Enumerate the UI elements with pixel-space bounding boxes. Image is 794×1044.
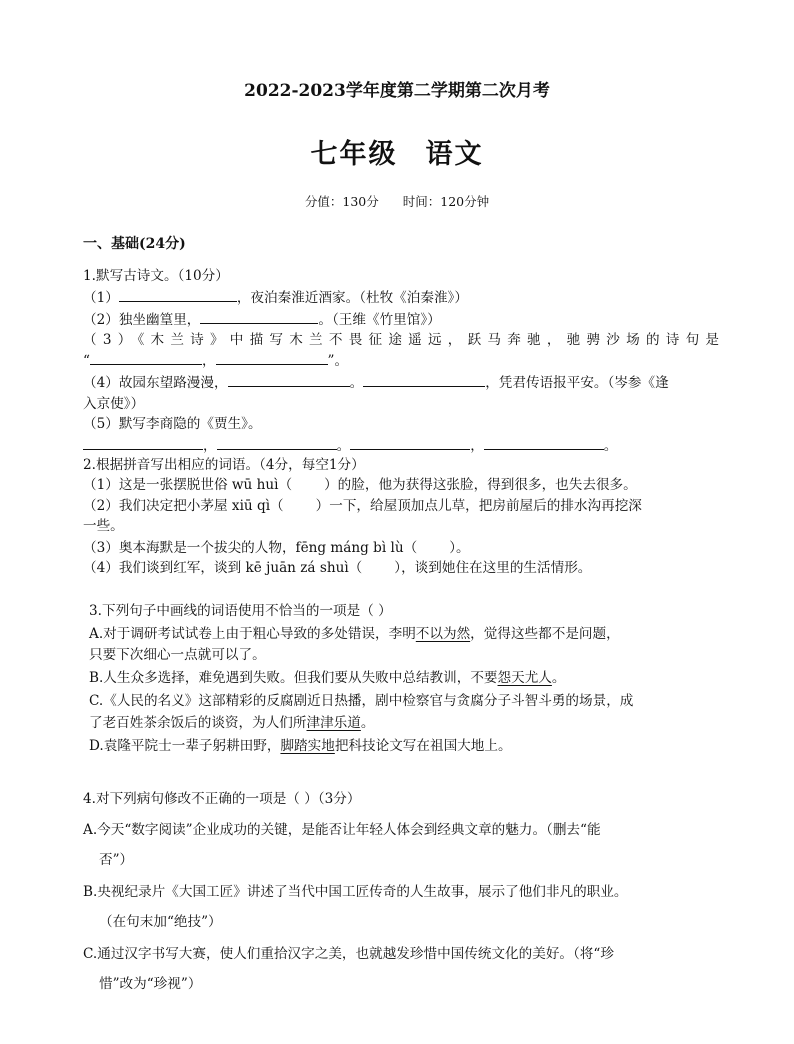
answer-blank[interactable]: [484, 435, 604, 450]
grade-label: 七年级: [310, 139, 398, 170]
q4-option-b: B.央视纪录片《大国工匠》讲述了当代中国工匠传奇的人生故事，展示了他们非凡的职业。: [83, 884, 628, 900]
q3-stem: 3.下列句子中画线的词语使用不恰当的一项是（ ）: [89, 603, 392, 619]
q4-option-a: A.今天“数字阅读”企业成功的关键，是能否让年轻人体会到经典文章的魅力。（删去“能: [83, 822, 601, 838]
q2-item-2: （2）我们决定把小茅屋 xiū qì（ ）一下，给屋顶加点儿草，把房前屋后的排水沟再挖深: [83, 498, 642, 514]
answer-blank[interactable]: [350, 435, 470, 450]
q3-option-c: C.《人民的名义》这部精彩的反腐剧近日热播，剧中检察官与贪腐分子斗智斗勇的场景，成: [89, 693, 634, 709]
q4-option-c-cont: 惜”改为“珍视”）: [99, 976, 202, 992]
underlined-term: 怨天尤人: [497, 670, 552, 686]
q1-item-4: （4）故园东望路漫漫， 。 ，凭君传语报平安。（岑参《逢: [83, 371, 669, 391]
q4-option-c: C.通过汉字书写大赛，使人们重拾汉字之美，也就越发珍惜中国传统文化的美好。（将“珍: [83, 946, 614, 962]
q3-option-c-cont: 了老百姓茶余饭后的谈资，为人们所津津乐道。: [89, 715, 375, 731]
q1-item-5: （5）默写李商隐的《贾生》。: [83, 416, 262, 432]
answer-blank[interactable]: [90, 350, 202, 365]
time-info: 时间：120分钟: [402, 194, 490, 209]
q2-item-3: （3）奥本海默是一个拔尖的人物，fēng máng bì lù（ ）。: [83, 540, 470, 556]
q2-item-4: （4）我们谈到红军，谈到 kē juān zá shuì（ ），谈到她住在这里的生活情形。: [83, 560, 592, 576]
q1-item-1: （1） ，夜泊秦淮近酒家。（杜牧《泊秦淮》）: [83, 286, 468, 306]
subject-label: 语文: [425, 139, 484, 170]
q3-option-a: A.对于调研考试试卷上由于粗心导致的多处错误，李明不以为然，觉得这些都不是问题，: [89, 626, 620, 642]
q4-option-a-cont: 否”）: [99, 852, 134, 868]
q1-item-3-blanks: “ ， ”。: [83, 349, 348, 369]
q1-item-3: （3）《木兰诗》中描写木兰不畏征途遥远，跃马奔驰，驰骋沙场的诗句是: [83, 332, 719, 348]
underlined-term: 脚踏实地: [280, 738, 335, 754]
q2-item-2-cont: 一些。: [83, 518, 124, 534]
q1-item-2: （2）独坐幽篁里， 。（王维《竹里馆》）: [83, 308, 441, 328]
answer-blank[interactable]: [228, 372, 350, 387]
section-heading: 一、基础(24分): [83, 236, 186, 252]
answer-blank[interactable]: [119, 287, 237, 302]
exam-title: 2022-2023学年度第二学期第二次月考: [244, 81, 550, 101]
exam-meta: [0, 192, 794, 210]
q4-stem: 4.对下列病句修改不正确的一项是（ ）（3分）: [83, 791, 361, 807]
answer-blank[interactable]: [83, 435, 203, 450]
answer-blank[interactable]: [217, 435, 337, 450]
answer-blank[interactable]: [200, 309, 318, 324]
q2-stem: 2.根据拼音写出相应的词语。（4分，每空1分）: [83, 457, 365, 473]
q1-item-5-blanks: ， 。 ， 。: [83, 434, 617, 454]
q1-item-4-cont: 入京使》）: [83, 396, 145, 412]
q3-option-b: B.人生众多选择，难免遇到失败。但我们要从失败中总结教训，不要怨天尤人。: [89, 670, 566, 686]
q3-option-a-cont: 只要下次细心一点就可以了。: [89, 647, 266, 663]
q4-option-b-cont: （在句末加“绝技”）: [99, 914, 222, 930]
answer-blank[interactable]: [216, 350, 328, 365]
score-info: 分值：130分: [304, 194, 379, 209]
underlined-term: 不以为然: [415, 626, 471, 642]
q3-option-d: D.袁隆平院士一辈子躬耕田野，脚踏实地把科技论文写在祖国大地上。: [89, 738, 512, 754]
answer-blank[interactable]: [363, 372, 485, 387]
exam-subject-heading: [0, 132, 794, 171]
q1-stem: 1.默写古诗文。（10分）: [83, 268, 229, 284]
underlined-term: 津津乐道: [306, 715, 361, 731]
q2-item-1: （1）这是一张摆脱世俗 wū huì（ ）的脸，他为获得这张脸，得到很多，也失去很多。: [83, 477, 637, 493]
